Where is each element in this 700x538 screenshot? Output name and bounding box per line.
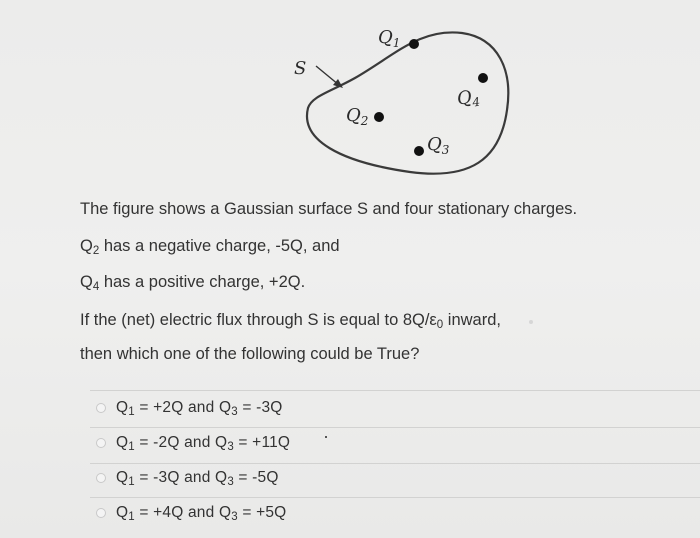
option-q1-value: = +2Q and Q xyxy=(134,398,232,416)
answer-option-1[interactable] xyxy=(96,396,283,420)
charge-q3-sub: 3 xyxy=(441,143,450,157)
option-q3-sub: 3 xyxy=(227,440,234,453)
svg-text:Q3 xyxy=(427,134,450,157)
question-line-2-pre: Q xyxy=(80,237,93,255)
charge-q3-dot xyxy=(414,146,424,156)
radio-button[interactable] xyxy=(96,473,106,483)
answer-option-4-text: $Q_1 = +4Q$ and $Q_3 = +5Q$ xyxy=(116,503,287,523)
answer-option-1-text: $Q_1 = +2Q$ and $Q_3 = -3Q$ xyxy=(116,398,283,418)
question-line-2 xyxy=(80,237,340,257)
question-line-3 xyxy=(80,273,305,293)
option-q3-value: = -3Q xyxy=(237,398,283,416)
charge-q3-name: Q xyxy=(427,134,442,155)
question-line-4-post: inward, xyxy=(443,311,501,329)
option-divider xyxy=(90,497,700,498)
option-q3-value: = -5Q xyxy=(233,468,279,486)
option-q1-value: = -3Q and Q xyxy=(134,468,228,486)
answer-option-4[interactable] xyxy=(96,501,286,525)
question-line-1: The figure shows a Gaussian surface S and four stationary charges. xyxy=(80,200,578,218)
charge-q1-sub: 1 xyxy=(392,36,401,50)
charge-q4-name: Q xyxy=(455,86,474,110)
question-line-5: then which one of the following could be True? xyxy=(80,345,420,363)
charge-q1 xyxy=(378,27,419,50)
option-q3-sub: 3 xyxy=(231,405,238,418)
svg-text:Q2 xyxy=(346,105,368,128)
option-q3-value: = +11Q xyxy=(233,433,291,451)
option-q3-sub: 3 xyxy=(231,510,238,523)
question-line-3-post: has a positive charge, +2Q. xyxy=(99,273,306,291)
surface-label: S xyxy=(294,58,307,79)
charge-q1-dot xyxy=(409,39,419,49)
charge-q4 xyxy=(456,73,488,112)
charge-q2 xyxy=(346,105,384,128)
charge-q2-dot xyxy=(374,112,384,122)
question-line-4 xyxy=(80,311,501,331)
decorative-dot xyxy=(529,320,533,324)
option-q1-sub: 1 xyxy=(128,405,135,418)
answer-option-3-text: $Q_1 = -3Q$ and $Q_3 = -5Q$ xyxy=(116,468,279,488)
option-q1-sub: 1 xyxy=(128,510,135,523)
option-q1-sub: 1 xyxy=(128,440,135,453)
question-line-3-pre: Q xyxy=(80,273,93,291)
charge-q1-name: Q xyxy=(378,27,393,48)
question-line-4-pre: If the (net) electric flux through S is equal to 8Q/ε xyxy=(80,311,437,329)
gaussian-surface-diagram xyxy=(0,0,700,200)
question-line-2-sub: 2 xyxy=(92,245,100,257)
option-q3-sub: 3 xyxy=(227,475,234,488)
answer-option-2-text: $Q_1 = -2Q$ and $Q_3 = +11Q$ xyxy=(116,433,291,453)
option-divider xyxy=(90,390,700,391)
charge-q2-sub: 2 xyxy=(360,114,369,128)
option-q3-value: = +5Q xyxy=(237,503,287,521)
charge-q3 xyxy=(414,134,450,157)
charge-q4-dot xyxy=(478,73,488,83)
option-q1-value: = +4Q and Q xyxy=(134,503,232,521)
option-q1-value: = -2Q and Q xyxy=(134,433,228,451)
question-line-2-post: has a negative charge, -5Q, and xyxy=(99,237,340,255)
option-q1-sub: 1 xyxy=(128,475,135,488)
answer-option-2[interactable] xyxy=(96,431,290,455)
svg-text:Q4 xyxy=(456,86,481,112)
charge-q4-sub: 4 xyxy=(471,94,481,110)
answer-option-3[interactable] xyxy=(96,466,279,490)
surface-arrow xyxy=(316,66,343,88)
question-line-3-sub: 4 xyxy=(92,281,100,293)
option-divider xyxy=(90,427,700,428)
stray-mark xyxy=(325,436,327,438)
question-line-4-sub: 0 xyxy=(436,319,444,331)
radio-button[interactable] xyxy=(96,508,106,518)
option-divider xyxy=(90,463,700,464)
svg-text:Q1 xyxy=(378,27,400,50)
charge-q2-name: Q xyxy=(346,105,361,126)
radio-button[interactable] xyxy=(96,438,106,448)
radio-button[interactable] xyxy=(96,403,106,413)
